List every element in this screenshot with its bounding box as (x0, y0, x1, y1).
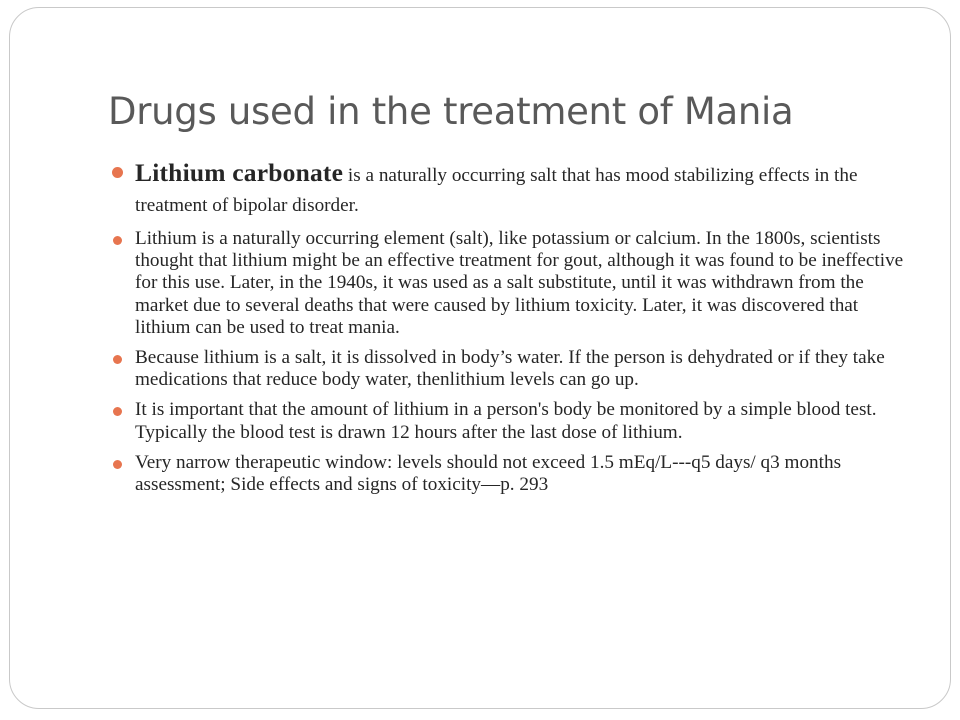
bullet-item (112, 399, 912, 443)
bullet-text: It is important that the amount of lithium in a person's body be monitored by a simple blood test. Typically the blood test is drawn 12 hours after the last dose of lithium. (135, 399, 877, 443)
bullet-dot-icon (113, 355, 122, 364)
bullet-item (112, 347, 912, 391)
slide-title: Drugs used in the treatment of Mania (108, 90, 794, 133)
bullet-text: Lithium is a naturally occurring element (salt), like potassium or calcium. In the 1800s, scientists thought that lithium might be an effective treatment for gout, although it was found to be ineffective for this use. Later, in the 1940s, it was used as a salt substitute, until it was withdrawn from the market due to several deaths that were caused by lithium toxicity. Later, it was discovered that lithium can be used to treat mania. (135, 228, 904, 338)
bullet-dot-icon (113, 460, 122, 469)
bullet-dot-icon (113, 407, 122, 416)
bullet-item (112, 452, 912, 496)
bullet-text: Because lithium is a salt, it is dissolved in body’s water. If the person is dehydrated or if they take medications that reduce body water, thenlithium levels can go up. (135, 347, 885, 391)
bullet-text: Very narrow therapeutic window: levels should not exceed 1.5 mEq/L---q5 days/ q3 months assessment; Side effects and signs of toxicity—p. 293 (135, 451, 842, 496)
bullet-item (112, 158, 912, 221)
bullet-list (112, 158, 912, 504)
bullet-item (112, 228, 912, 339)
bullet-dot-icon (113, 236, 122, 245)
bullet-dot-icon (112, 167, 123, 178)
bullet-term: Lithium carbonate (135, 158, 344, 187)
bullet-text: is a naturally occurring salt that has mood stabilizing effects in the treatment of bipolar disorder. (135, 165, 858, 216)
